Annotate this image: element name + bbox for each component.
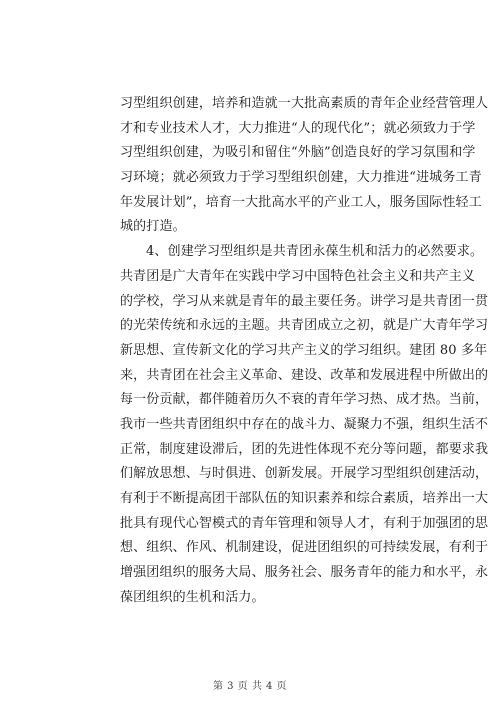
text-line: 习型组织创建，为吸引和留住“外脑”创造良好的学习氛围和学 [120, 145, 476, 161]
page-footer: 第 3 页 共 4 页 [212, 681, 288, 692]
text-line: 共青团是广大青年在实践中学习中国特色社会主义和共产主义 [120, 268, 476, 284]
text-line: 城的打造。 [120, 219, 186, 235]
text-line: 葆团组织的生机和活力。 [120, 589, 265, 605]
text-line: 们解放思想、与时俱进、创新发展。开展学习型组织创建活动， [120, 466, 489, 482]
text-line: 新思想、宣传新文化的学习共产主义的学习组织。建团 80 多年 [120, 342, 488, 358]
text-line: 习环境；就必须致力于学习型组织创建，大力推进“进城务工青 [120, 170, 482, 186]
text-line: 每一份贡献，都伴随着历久不衰的青年学习热、成才热。当前， [120, 392, 489, 408]
text-line: 才和专业技术人才，大力推进“人的现代化”；就必须致力于学 [120, 120, 476, 136]
text-line: 想、组织、作风、机制建设，促进团组织的可持续发展，有利于 [120, 540, 489, 556]
text-line: 正常，制度建设滞后，团的先进性体现不充分等问题，都要求我 [120, 441, 489, 457]
text-line: 年发展计划”，培育一大批高水平的产业工人，服务国际性轻工 [120, 194, 482, 210]
text-line: 我市一些共青团组织中存在的战斗力、凝聚力不强，组织生活不 [120, 416, 489, 432]
text-line: 增强团组织的服务大局、服务社会、服务青年的能力和水平，永 [120, 565, 489, 581]
text-line: 有利于不断提高团干部队伍的知识素养和综合素质，培养出一大 [120, 491, 489, 506]
text-line: 来，共青团在社会主义革命、建设、改革和发展进程中所做出的 [120, 367, 489, 383]
text-line: 的光荣传统和永远的主题。共青团成立之初，就是广大青年学习 [120, 318, 489, 334]
document-body [120, 92, 489, 610]
text-line: 批具有现代心智模式的青年管理和领导人才，有利于加强团的思 [120, 515, 489, 531]
section-heading-line: 4、创建学习型组织是共青团永葆生机和活力的必然要求。 [146, 244, 484, 260]
text-line: 的学校，学习从来就是青年的最主要任务。讲学习是共青团一贯 [120, 293, 489, 309]
text-line: 习型组织创建，培养和造就一大批高素质的青年企业经营管理人 [120, 96, 489, 111]
